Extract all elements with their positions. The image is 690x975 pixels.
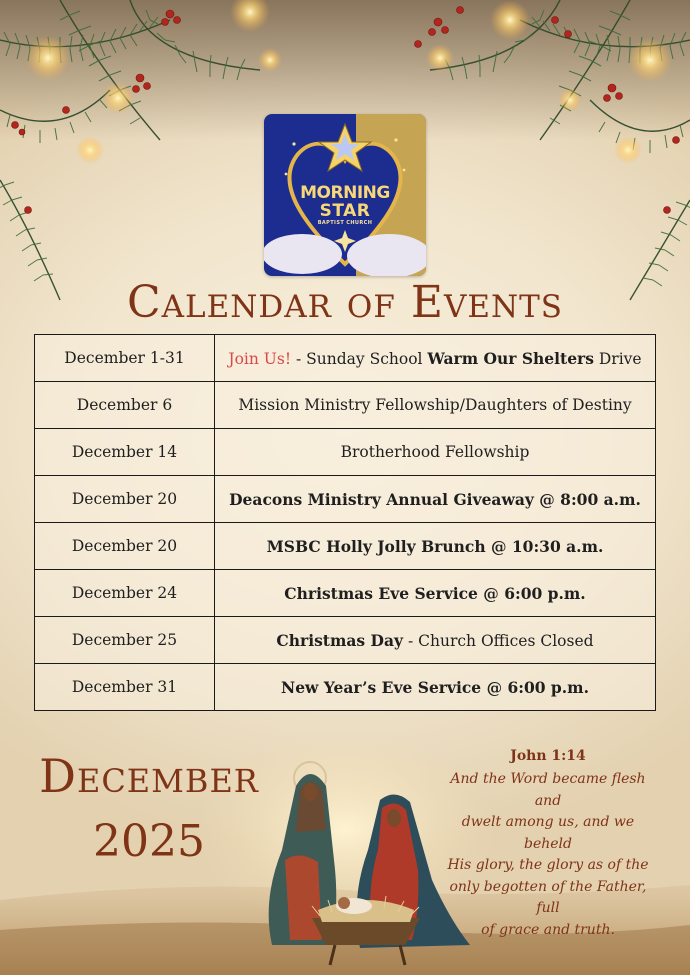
page-title: Calendar of Events (126, 277, 564, 328)
logo-wordmark-line3: BAPTIST CHURCH (317, 220, 373, 226)
scripture-text (438, 769, 658, 941)
event-text: - Sunday School (291, 349, 428, 368)
event-description (215, 335, 656, 382)
scripture-line: of grace and truth. (481, 921, 615, 938)
event-row (35, 335, 656, 382)
event-date: December 6 (35, 382, 215, 429)
event-row (35, 382, 656, 429)
event-date: December 14 (35, 429, 215, 476)
event-description (215, 617, 656, 664)
event-date: December 24 (35, 570, 215, 617)
event-date: December 25 (35, 617, 215, 664)
event-date: December 20 (35, 523, 215, 570)
event-description: Mission Ministry Fellowship/Daughters of Destiny (215, 382, 656, 429)
event-text-tail: - Church Offices Closed (403, 631, 594, 650)
event-row (35, 523, 656, 570)
event-invite: Join Us! (228, 349, 292, 368)
logo-wordmark-line2: STAR (319, 201, 371, 221)
event-description: Brotherhood Fellowship (215, 429, 656, 476)
event-row (35, 617, 656, 664)
event-description: Deacons Ministry Annual Giveaway @ 8:00 a.m. (215, 476, 656, 523)
event-row (35, 429, 656, 476)
event-description: New Year’s Eve Service @ 6:00 p.m. (215, 664, 656, 711)
event-highlight: Christmas Day (276, 630, 404, 650)
year-heading: 2025 (93, 816, 205, 867)
event-row (35, 476, 656, 523)
scripture-reference: John 1:14 (510, 748, 586, 764)
event-description: Christmas Eve Service @ 6:00 p.m. (215, 570, 656, 617)
event-row (35, 570, 656, 617)
scripture-line: only begotten of the Father, full (449, 878, 647, 916)
event-date: December 20 (35, 476, 215, 523)
scripture-line: dwelt among us, and we beheld (461, 814, 635, 852)
event-date: December 1-31 (35, 335, 215, 382)
event-description: MSBC Holly Jolly Brunch @ 10:30 a.m. (215, 523, 656, 570)
event-row (35, 664, 656, 711)
event-text-tail: Drive (593, 349, 642, 368)
event-date: December 31 (35, 664, 215, 711)
church-logo (264, 114, 426, 276)
events-table (34, 334, 656, 711)
event-highlight: Warm Our Shelters (427, 348, 594, 368)
scripture-line: And the Word became flesh and (450, 771, 646, 809)
month-heading: December (39, 749, 259, 803)
logo-wordmark-line1: MORNING (300, 183, 390, 203)
scripture-line: His glory, the glory as of the (447, 857, 649, 873)
